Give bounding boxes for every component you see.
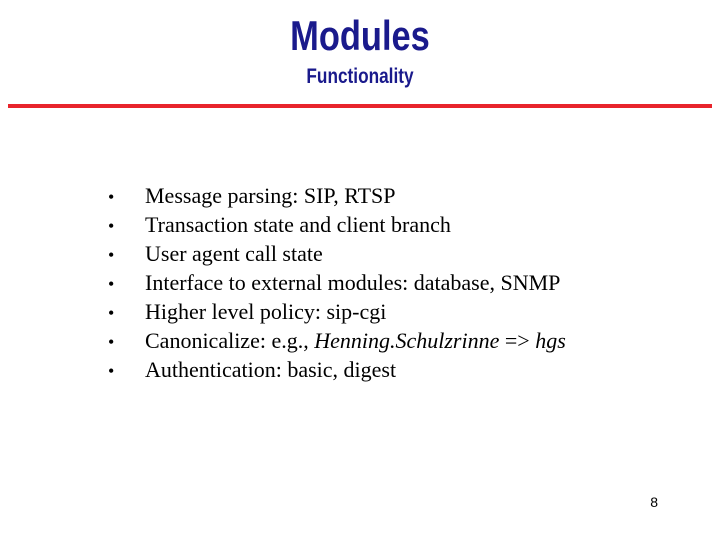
bullet-marker: • xyxy=(108,216,115,236)
bullet-text: Interface to external modules: database, SNMP xyxy=(145,270,561,295)
bullet-text-prefix: Canonicalize: e.g., xyxy=(145,328,315,353)
bullet-marker: • xyxy=(108,274,115,294)
bullet-text: User agent call state xyxy=(145,241,323,266)
bullet-item-message-parsing xyxy=(108,181,566,210)
bullet-item-canonicalize xyxy=(108,326,566,355)
bullet-marker: • xyxy=(108,187,115,207)
bullet-marker: • xyxy=(108,245,115,265)
bullet-text xyxy=(145,326,566,355)
bullet-text: Higher level policy: sip-cgi xyxy=(145,299,387,324)
bullet-list xyxy=(108,181,566,384)
bullet-text-arrow: => xyxy=(499,328,536,353)
bullet-marker: • xyxy=(108,303,115,323)
bullet-item-user-agent xyxy=(108,239,566,268)
bullet-item-transaction-state xyxy=(108,210,566,239)
slide-subtitle: Functionality xyxy=(306,65,414,88)
bullet-text-italic-name: Henning.Schulzrinne xyxy=(314,328,500,353)
bullet-item-interface xyxy=(108,268,566,297)
bullet-text: Authentication: basic, digest xyxy=(145,357,397,382)
bullet-item-policy xyxy=(108,297,566,326)
bullet-text: Message parsing: SIP, RTSP xyxy=(145,183,396,208)
bullet-text-italic-short: hgs xyxy=(535,328,566,353)
bullet-marker: • xyxy=(108,361,115,381)
title-divider xyxy=(8,104,712,108)
bullet-text: Transaction state and client branch xyxy=(145,212,451,237)
page-number: 8 xyxy=(650,494,658,510)
bullet-marker: • xyxy=(108,332,115,352)
slide-title: Modules xyxy=(290,12,430,59)
bullet-item-authentication xyxy=(108,355,566,384)
